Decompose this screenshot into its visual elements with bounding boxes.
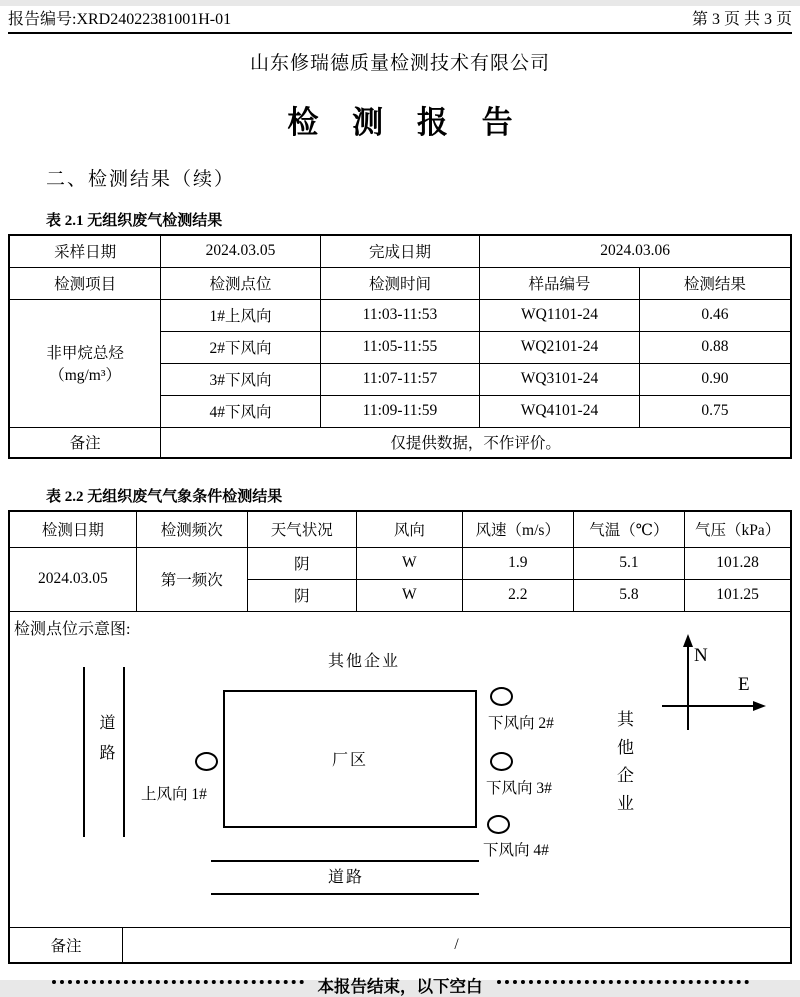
time-cell: 11:07-11:57 (320, 363, 480, 395)
report-number: 报告编号:XRD24022381001H-01 (8, 11, 232, 28)
sample-no-cell: WQ3101-24 (480, 363, 640, 395)
table-row (10, 547, 790, 579)
upwind-point-1-label: 上风向 1# (141, 785, 207, 803)
wind-speed-cell: 2.2 (462, 579, 573, 611)
downwind-point-3-marker (490, 752, 513, 771)
diagram-label: 检测点位示意图: (14, 620, 131, 638)
column-header: 检测点位 (161, 267, 321, 299)
remark-value: / (454, 935, 459, 953)
left-road-label: 道路 (97, 713, 114, 774)
point-cell: 1#上风向 (161, 299, 321, 331)
table-header-row (9, 267, 791, 299)
temperature-cell: 5.1 (573, 547, 685, 579)
table-remark-row (9, 427, 791, 458)
remark-label: 备注 (10, 928, 123, 962)
bottom-road-label: 道路 (328, 868, 365, 886)
sample-no-cell: WQ4101-24 (480, 395, 640, 427)
report-end-text: 本报告结束，以下空白 (317, 976, 483, 996)
column-header: 检测频次 (136, 512, 247, 547)
item-name: 非甲烷总烃 (46, 345, 124, 362)
sample-no-cell: WQ1101-24 (480, 299, 640, 331)
pressure-cell: 101.28 (685, 547, 790, 579)
column-header: 检测日期 (10, 512, 136, 547)
report-page (0, 6, 800, 996)
monitoring-point-diagram (10, 612, 790, 928)
column-header: 气压（kPa） (685, 512, 790, 547)
frequency-cell: 第一频次 (136, 547, 247, 611)
column-header: 样品编号 (480, 267, 640, 299)
sample-no-cell: WQ2101-24 (480, 331, 640, 363)
result-cell: 0.46 (639, 299, 791, 331)
downwind-point-3-label: 下风向 3# (486, 779, 552, 797)
column-header: 检测时间 (320, 267, 480, 299)
compass-east-label: E (738, 673, 750, 695)
point-cell: 3#下风向 (161, 363, 321, 395)
section-heading: 二、检测结果（续） (46, 169, 236, 190)
other-enterprise-right-label: 其他企业 (614, 709, 633, 822)
weather-cell: 阴 (247, 579, 356, 611)
date-cell: 2024.03.05 (10, 547, 136, 611)
column-header: 风速（m/s） (462, 512, 573, 547)
downwind-point-4-marker (487, 815, 510, 834)
sampling-date-label: 采样日期 (9, 235, 161, 267)
downwind-point-2-label: 下风向 2# (488, 714, 554, 732)
table2-remark-row (10, 928, 790, 962)
wind-direction-cell: W (356, 547, 462, 579)
pressure-cell: 101.25 (685, 579, 790, 611)
wind-direction-cell: W (356, 579, 462, 611)
finish-date-value: 2024.03.06 (480, 235, 791, 267)
table2-caption: 表 2.2 无组织废气气象条件检测结果 (46, 489, 283, 505)
finish-date-label: 完成日期 (320, 235, 480, 267)
road-bottom-line (211, 860, 479, 862)
column-header: 检测结果 (639, 267, 791, 299)
table-2-1 (8, 234, 792, 459)
item-cell (9, 299, 161, 427)
table-header-row (10, 512, 790, 547)
time-cell: 11:05-11:55 (320, 331, 480, 363)
downwind-point-2-marker (490, 687, 513, 706)
upwind-point-1-marker (195, 752, 218, 771)
column-header: 风向 (356, 512, 462, 547)
dotted-rule-right (497, 980, 749, 984)
page-header (8, 6, 792, 34)
sampling-date-value: 2024.03.05 (161, 235, 321, 267)
downwind-point-4-label: 下风向 4# (483, 841, 549, 859)
factory-area-rect (223, 690, 477, 828)
column-header: 气温（℃） (573, 512, 685, 547)
point-cell: 4#下风向 (161, 395, 321, 427)
report-end-footer (0, 973, 800, 997)
wind-speed-cell: 1.9 (462, 547, 573, 579)
company-name: 山东修瑞德质量检测技术有限公司 (249, 53, 550, 74)
time-cell: 11:09-11:59 (320, 395, 480, 427)
column-header: 检测项目 (9, 267, 161, 299)
item-unit: （mg/m³） (49, 367, 122, 384)
road-left-line (83, 667, 85, 837)
time-cell: 11:03-11:53 (320, 299, 480, 331)
report-title: 检 测 报 告 (287, 105, 526, 140)
table-2-2-block (8, 510, 792, 964)
result-cell: 0.75 (639, 395, 791, 427)
point-cell: 2#下风向 (161, 331, 321, 363)
road-bottom-line (211, 893, 479, 895)
table-row (9, 235, 791, 267)
result-cell: 0.90 (639, 363, 791, 395)
compass-north-label: N (694, 644, 708, 666)
temperature-cell: 5.8 (573, 579, 685, 611)
page-indicator: 第 3 页 共 3 页 (691, 11, 792, 28)
dotted-rule-left (52, 980, 304, 984)
remark-value: 仅提供数据，不作评价。 (161, 427, 791, 458)
remark-label: 备注 (9, 427, 161, 458)
weather-cell: 阴 (247, 547, 356, 579)
table-row (9, 299, 791, 331)
road-left-line (123, 667, 125, 837)
table-2-2 (10, 512, 790, 612)
other-enterprise-top-label: 其他企业 (328, 652, 401, 670)
table1-caption: 表 2.1 无组织废气检测结果 (46, 213, 223, 229)
factory-area-label: 厂区 (331, 752, 368, 769)
compass-icon (650, 632, 775, 737)
result-cell: 0.88 (639, 331, 791, 363)
column-header: 天气状况 (247, 512, 356, 547)
